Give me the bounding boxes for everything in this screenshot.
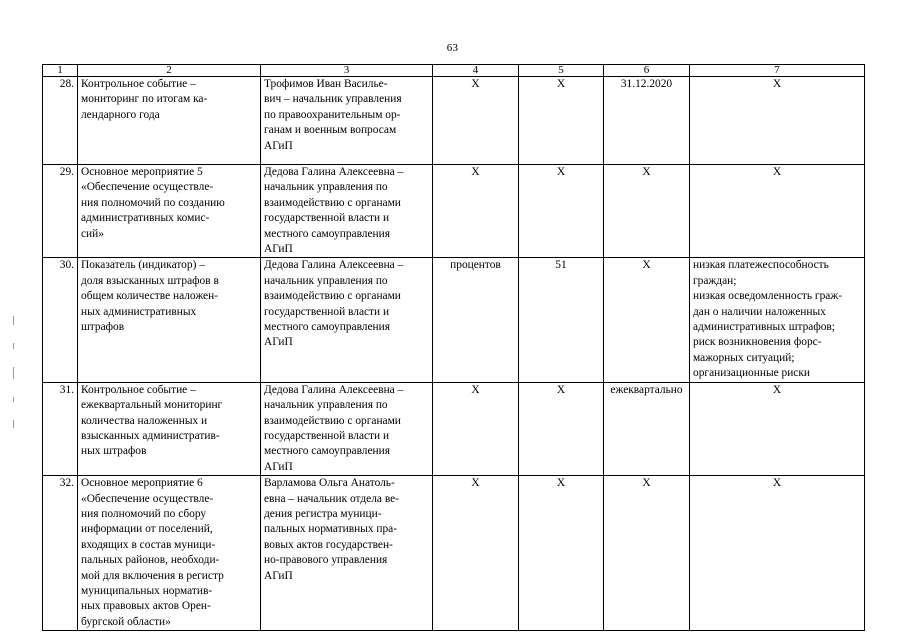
event-name-cell <box>78 258 261 382</box>
responsible-cell <box>261 165 433 258</box>
cell-line: местного самоуправления <box>264 227 390 240</box>
risks-cell <box>690 476 865 631</box>
cell-line: по правоохранительным ор- <box>264 108 401 121</box>
risks-cell <box>690 382 865 475</box>
row-number: 31. <box>43 382 78 475</box>
cell-line: Основное мероприятие 5 <box>81 166 203 178</box>
cell-line: ния полномочий по сбору <box>81 507 207 520</box>
cell-line: АГиП <box>264 139 293 152</box>
unit-cell: процентов <box>433 258 519 382</box>
table-row <box>43 258 865 382</box>
cell-line: сий» <box>81 227 104 240</box>
cell-line: местного самоуправления <box>264 321 390 334</box>
cell-line: входящих в состав муници- <box>81 538 216 551</box>
value-cell: 51 <box>519 258 604 382</box>
cell-line: начальник управления по <box>264 399 388 412</box>
value-cell: Х <box>519 77 604 165</box>
cell-line: Дедова Галина Алексеевна – <box>264 259 404 272</box>
cell-line: общем количестве наложен- <box>81 290 218 303</box>
cell-line: информации от поселений, <box>81 523 213 536</box>
table-row <box>43 165 865 258</box>
risks-cell <box>690 165 865 258</box>
cell-line: ных штрафов <box>81 445 147 458</box>
page-number: 63 <box>446 42 459 54</box>
cell-line: местного самоуправления <box>264 445 390 458</box>
cell-line: вич – начальник управления <box>264 93 402 106</box>
cell-line: пальных нормативных пра- <box>264 523 398 536</box>
cell-line: взысканных административ- <box>81 429 220 442</box>
cell-line: Контрольное событие – <box>81 78 196 90</box>
unit-cell: Х <box>433 476 519 631</box>
cell-line: административных штрафов; <box>693 321 835 334</box>
cell-line: доля взысканных штрафов в <box>81 274 219 287</box>
cell-line: Варламова Ольга Анатоль- <box>264 477 395 490</box>
column-header: 3 <box>261 65 433 77</box>
cell-line: вовых актов государствен- <box>264 538 393 551</box>
row-number: 28. <box>43 77 78 165</box>
responsible-cell <box>261 476 433 631</box>
date-cell: Х <box>604 258 690 382</box>
cell-line: низкая платежеспособность <box>693 259 829 272</box>
table-row <box>43 382 865 475</box>
row-number: 30. <box>43 258 78 382</box>
cell-line: мой для включения в регистр <box>81 569 224 582</box>
cell-line: лендарного года <box>81 108 160 121</box>
cell-line: евна – начальник отдела ве- <box>264 492 399 505</box>
cell-line: мониторинг по итогам ка- <box>81 93 208 106</box>
program-table <box>42 64 865 631</box>
cell-line: «Обеспечение осуществле- <box>81 181 214 194</box>
cell-line: АГиП <box>264 243 293 256</box>
table-row <box>43 476 865 631</box>
cell-line: но-правового управления <box>264 554 388 567</box>
header-row <box>43 65 865 77</box>
unit-cell: Х <box>433 165 519 258</box>
date-cell: Х <box>604 165 690 258</box>
cell-line: Трофимов Иван Василье- <box>264 78 388 90</box>
cell-line: Х <box>772 166 782 178</box>
cell-line: ежеквартальный мониторинг <box>81 399 223 412</box>
cell-line: муниципальных норматив- <box>81 584 213 597</box>
cell-line: Х <box>772 477 782 490</box>
date-cell: Х <box>604 476 690 631</box>
cell-line: взаимодействию с органами <box>264 196 401 209</box>
event-name-cell <box>78 77 261 165</box>
cell-line: ных правовых актов Орен- <box>81 600 211 613</box>
cell-line: бургской области» <box>81 615 171 628</box>
risks-cell <box>690 258 865 382</box>
cell-line: Основное мероприятие 6 <box>81 477 203 490</box>
responsible-cell <box>261 382 433 475</box>
cell-line: АГиП <box>264 460 293 473</box>
cell-line: начальник управления по <box>264 274 388 287</box>
column-header: 1 <box>43 65 78 77</box>
cell-line: Контрольное событие – <box>81 383 196 396</box>
cell-line: АГиП <box>264 569 293 582</box>
cell-line: государственной власти и <box>264 305 390 318</box>
event-name-cell <box>78 165 261 258</box>
cell-line: государственной власти и <box>264 212 390 225</box>
value-cell: Х <box>519 476 604 631</box>
column-header: 5 <box>519 65 604 77</box>
unit-cell: Х <box>433 382 519 475</box>
row-number: 32. <box>43 476 78 631</box>
column-header: 2 <box>78 65 261 77</box>
event-name-cell <box>78 382 261 475</box>
cell-line: Дедова Галина Алексеевна – <box>264 383 404 396</box>
cell-line: ганам и военным вопросам <box>264 124 397 137</box>
cell-line: ния полномочий по созданию <box>81 196 225 209</box>
cell-line: административных комис- <box>81 212 210 225</box>
cell-line: «Обеспечение осуществле- <box>81 492 214 505</box>
column-header: 6 <box>604 65 690 77</box>
cell-line: взаимодействию с органами <box>264 414 401 427</box>
column-header: 7 <box>690 65 865 77</box>
cell-line: количества наложенных и <box>81 414 208 427</box>
unit-cell: Х <box>433 77 519 165</box>
cell-line: организационные риски <box>693 367 810 380</box>
scan-edge-marks <box>13 316 15 446</box>
cell-line: дан о наличии наложенных <box>693 305 826 318</box>
cell-line: пальных районов, необходи- <box>81 554 220 567</box>
risks-cell <box>690 77 865 165</box>
cell-line: начальник управления по <box>264 181 388 194</box>
cell-line: мажорных ситуаций; <box>693 351 795 364</box>
cell-line: ных административных <box>81 305 197 318</box>
cell-line: Показатель (индикатор) – <box>81 259 205 272</box>
value-cell: Х <box>519 165 604 258</box>
cell-line: Х <box>772 383 782 396</box>
event-name-cell <box>78 476 261 631</box>
cell-line: АГиП <box>264 336 293 349</box>
cell-line: государственной власти и <box>264 429 390 442</box>
date-cell: 31.12.2020 <box>604 77 690 165</box>
cell-line: риск возникновения форс- <box>693 336 822 349</box>
row-number: 29. <box>43 165 78 258</box>
cell-line: низкая осведомленность граж- <box>693 290 843 303</box>
date-cell: ежеквартально <box>604 382 690 475</box>
cell-line: граждан; <box>693 274 737 287</box>
column-header: 4 <box>433 65 519 77</box>
cell-line: Х <box>772 78 782 90</box>
table-row <box>43 77 865 165</box>
cell-line: взаимодействию с органами <box>264 290 401 303</box>
cell-line: штрафов <box>81 321 125 334</box>
cell-line: дения регистра муници- <box>264 507 382 520</box>
cell-line: Дедова Галина Алексеевна – <box>264 166 404 178</box>
responsible-cell <box>261 77 433 165</box>
responsible-cell <box>261 258 433 382</box>
value-cell: Х <box>519 382 604 475</box>
